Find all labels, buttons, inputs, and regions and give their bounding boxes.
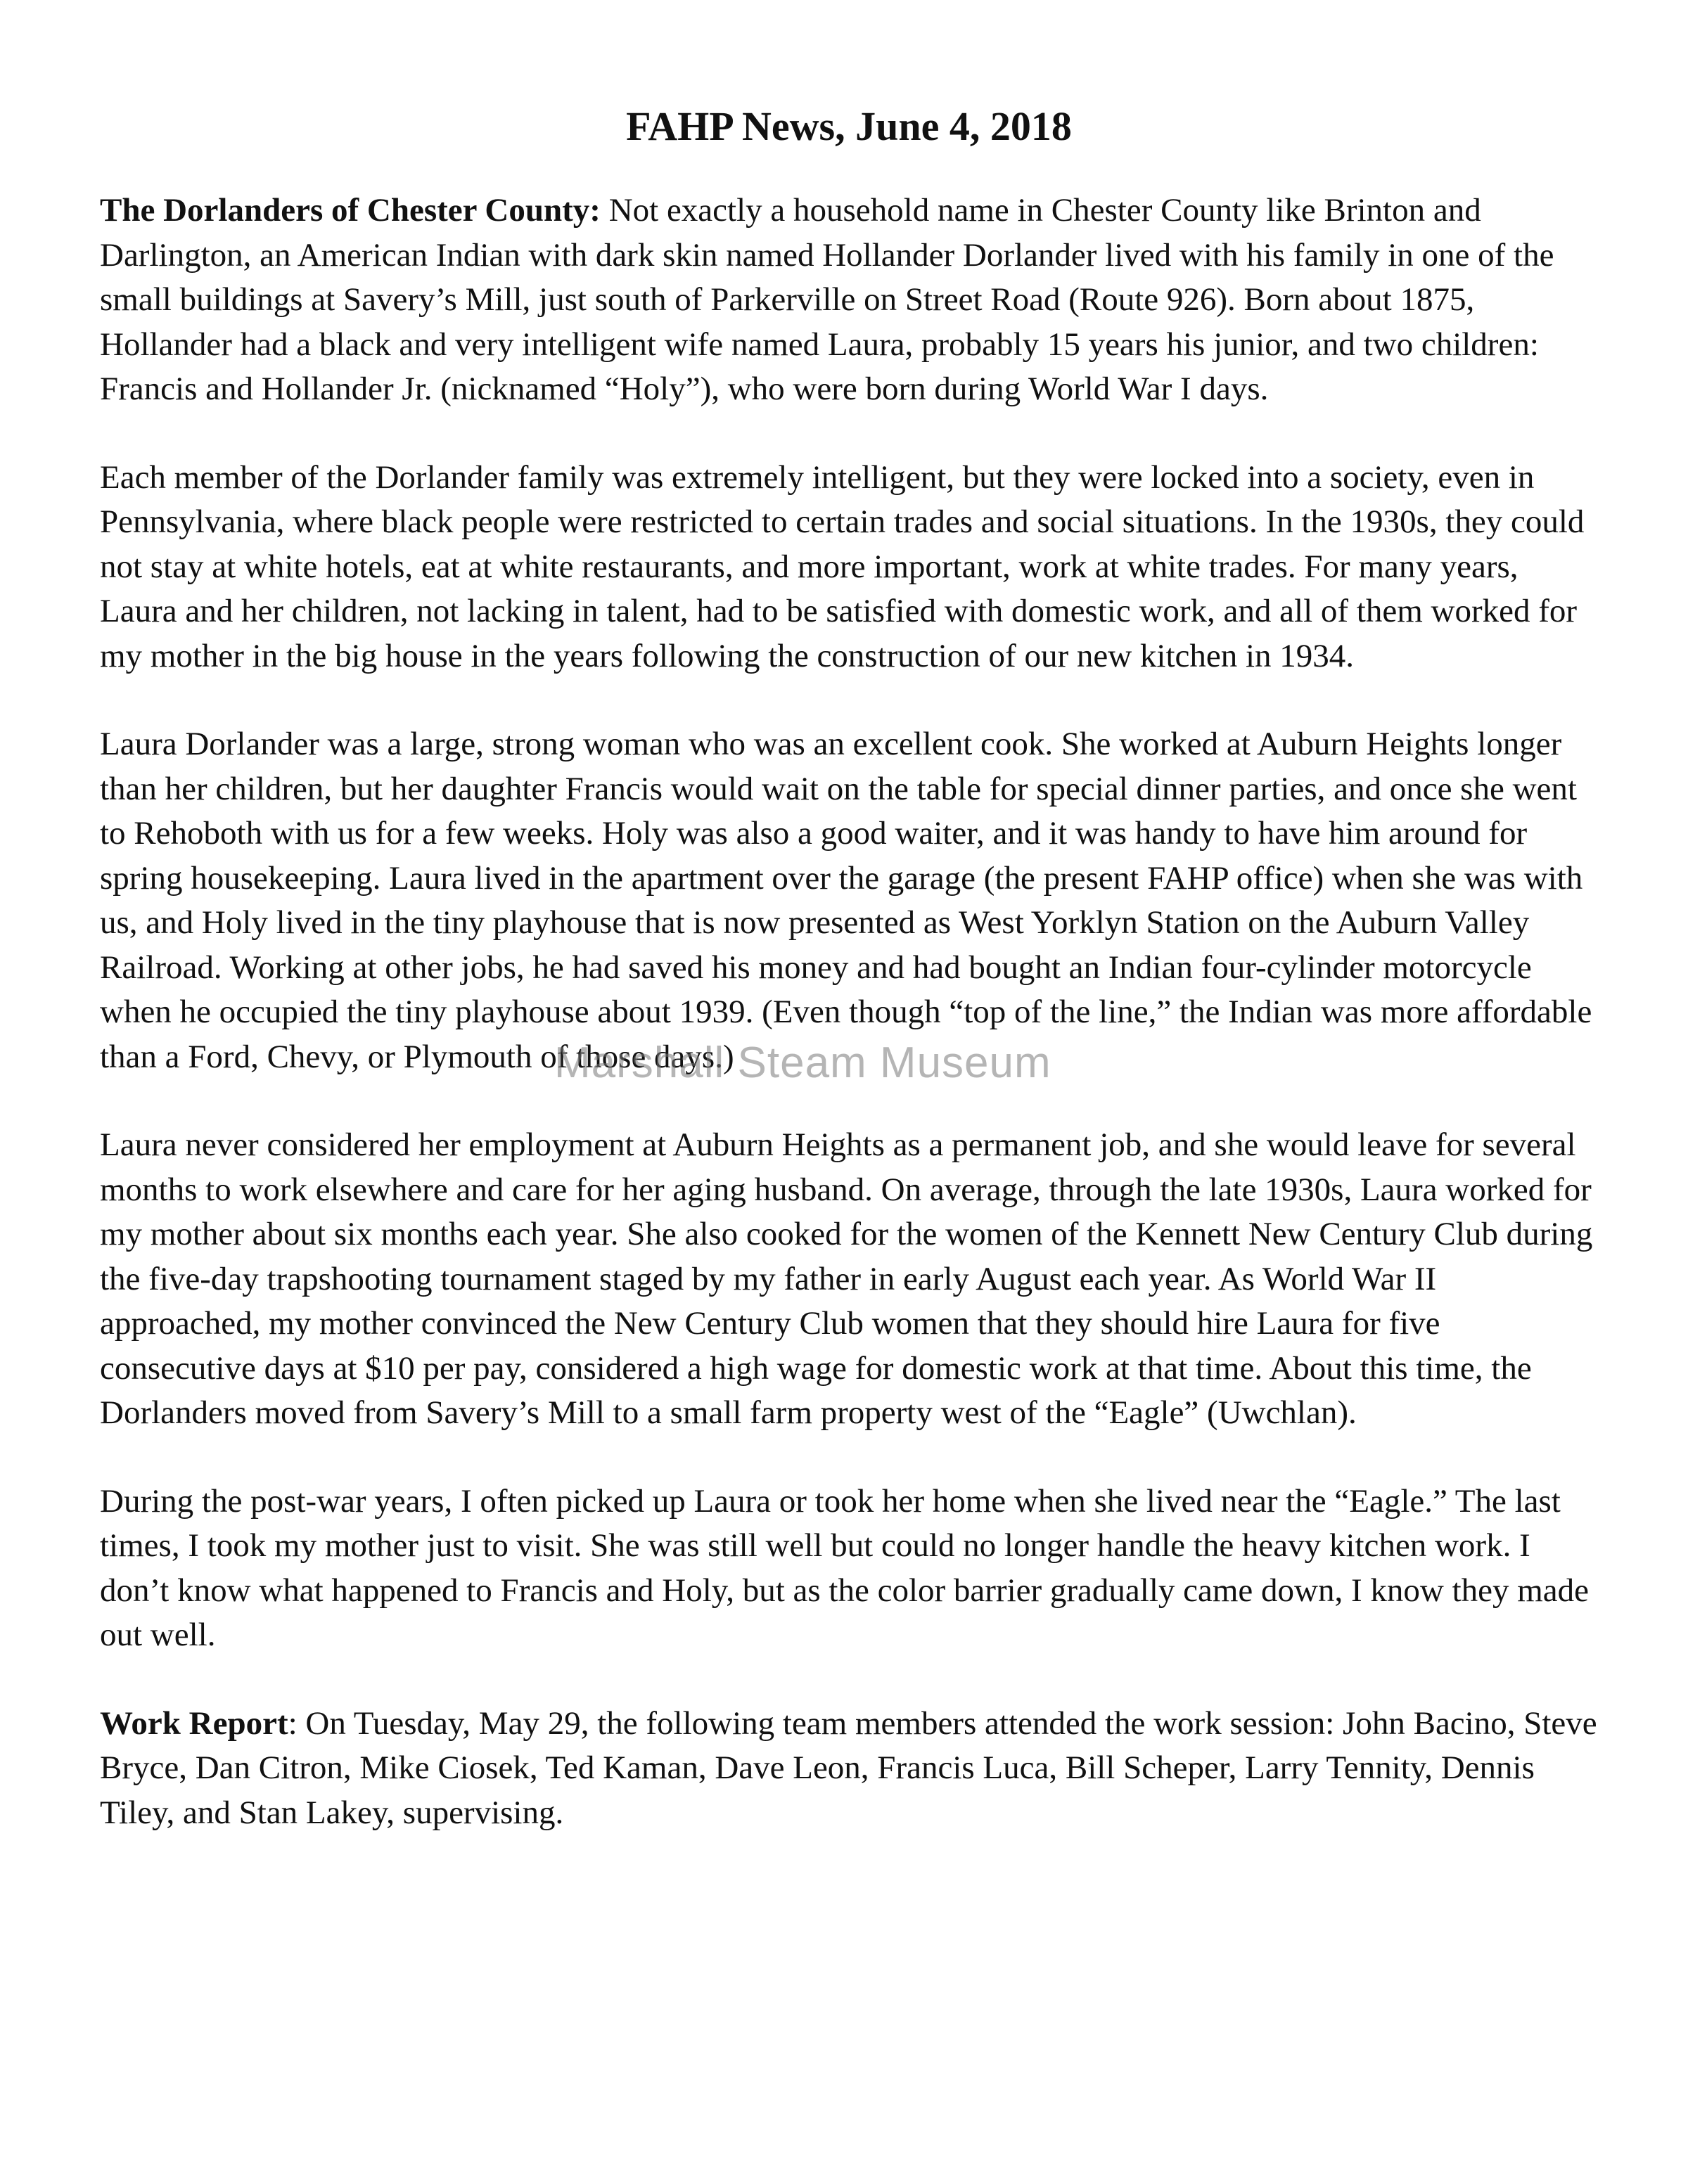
watermark-text: Marshall Steam Museum — [554, 1039, 1051, 1087]
paragraph-post-war — [100, 1479, 1598, 1658]
paragraph-laura-cook — [100, 722, 1598, 1079]
document-page — [100, 98, 1598, 1879]
page-title: FAHP News, June 4, 2018 — [626, 103, 1072, 149]
section-heading-work-report: Work Report — [100, 1704, 288, 1742]
paragraph-work-report — [100, 1702, 1598, 1836]
paragraph-text: Laura never considered her employment at Auburn Heights as a permanent job, and she would leave for several months to work elsewhere and care for her aging husband. On average, through the late 1930s, Laura worked for my mother about six months each year. She also cooked for the women of the Kennett New Century Club during the five-day trapshooting tournament staged by my father in early August each year. As World War II approached, my mother convinced the New Century Club women that they should hire Laura for five consecutive days at $10 per pay, considered a high wage for domestic work at that time. About this time, the Dorlanders moved from Savery’s Mill to a small farm property west of the “Eagle” (Uwchlan). — [100, 1126, 1593, 1431]
paragraph-text: Not exactly a household name in Chester County like Brinton and Darlington, an American Indian with dark skin named Hollander Dorlander lived with his family in one of the small buildings at Savery’s Mill, just south of Parkerville on Street Road (Route 926). Born about 1875, Hollander had a black and very intelligent wife named Laura, probably 15 years his junior, and two children: Francis and Hollander Jr. (nicknamed “Holy”), who were born during World War I days. — [100, 192, 1554, 407]
paragraph-dorlanders — [100, 188, 1598, 412]
paragraph-family — [100, 456, 1598, 679]
paragraph-employment — [100, 1123, 1598, 1436]
paragraph-text: Laura Dorlander was a large, strong woman who was an excellent cook. She worked at Auburn Heights longer than her children, but her daughter Francis would wait on the table for special dinner parties, and once she went to Rehoboth with us for a few weeks. Holy was also a good waiter, and it was handy to have him around for spring housekeeping. Laura lived in the apartment over the garage (the present FAHP office) when she was with us, and Holy lived in the tiny playhouse that is now presented as West Yorklyn Station on the Auburn Valley Railroad. Working at other jobs, he had saved his money and had bought an Indian four-cylinder motorcycle when he occupied the tiny playhouse about 1939. (Even though “top of the line,” the Indian was more affordable than a Ford, Chevy, or Plymouth of those days.) — [100, 726, 1592, 1075]
paragraph-text: : On Tuesday, May 29, the following team members attended the work session: John Bacino, Steve Bryce, Dan Citron, Mike Ciosek, Ted Kaman, Dave Leon, Francis Luca, Bill Scheper, Larry Tennity, Dennis Tiley, and Stan Lakey, supervising. — [100, 1704, 1597, 1831]
paragraph-text: Each member of the Dorlander family was extremely intelligent, but they were locked into a society, even in Pennsylvania, where black people were restricted to certain trades and social situations. In the 1930s, they could not stay at white hotels, eat at white restaurants, and more important, work at white trades. For many years, Laura and her children, not lacking in talent, had to be satisfied with domestic work, and all of them worked for my mother in the big house in the years following the construction of our new kitchen in 1934. — [100, 458, 1585, 674]
paragraph-text: During the post-war years, I often picked up Laura or took her home when she lived near the “Eagle.” The last times, I took my mother just to visit. She was still well but could no longer handle the heavy kitchen work. I don’t know what happened to Francis and Holy, but as the color barrier gradually came down, I know they made out well. — [100, 1482, 1590, 1653]
section-heading-dorlanders: The Dorlanders of Chester County: — [100, 192, 601, 229]
